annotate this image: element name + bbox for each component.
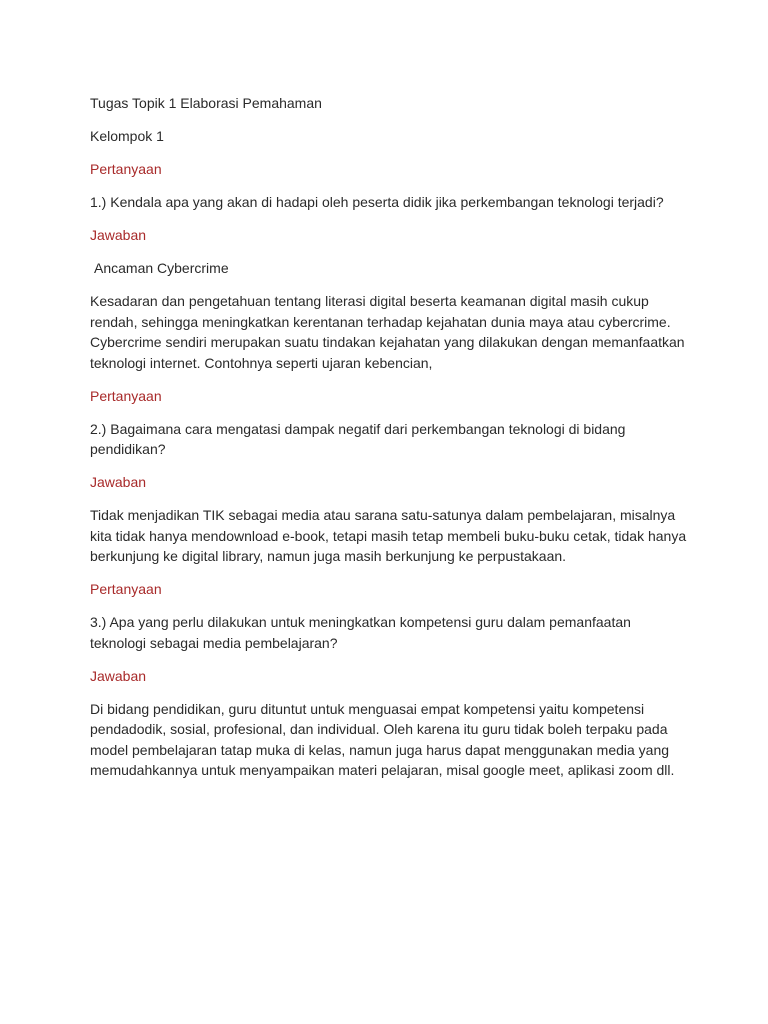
answer-heading: Ancaman Cybercrime [94,260,229,276]
document-title: Tugas Topik 1 Elaborasi Pemahaman [90,95,322,111]
group-name: Kelompok 1 [90,128,164,144]
question-text: 1.) Kendala apa yang akan di hadapi oleh peserta didik jika perkembangan teknologi terjadi? [90,194,664,210]
answer-text: Tidak menjadikan TIK sebagai media atau sarana satu-satunya dalam pembelajaran, misalnya kita tidak hanya mendownload e-book, tetapi masih tetap membeli buku-buku cetak, tidak hanya berkunjung ke digital library, namun juga masih berkunjung ke perpustakaan. [90,507,687,564]
question-text: 3.) Apa yang perlu dilakukan untuk meningkatkan kompetensi guru dalam pemanfaatan teknologi sebagai media pembelajaran? [90,614,631,651]
answer-text: Di bidang pendidikan, guru dituntut untuk menguasai empat kompetensi yaitu kompetensi pendadodik, sosial, profesional, dan individual. Oleh karena itu guru tidak boleh terpaku pada model pembelajaran tatap muka di kelas, namun juga harus dapat menggunakan media yang memudahkannya untuk menyampaikan materi pelajaran, misal google meet, aplikasi zoom dll. [90,700,675,778]
answer-label: Jawaban [90,474,147,490]
document-page [90,93,690,793]
question-label: Pertanyaan [90,161,162,177]
question-text: 2.) Bagaimana cara mengatasi dampak negatif dari perkembangan teknologi di bidang pendidikan? [90,420,626,457]
answer-text: Kesadaran dan pengetahuan tentang literasi digital beserta keamanan digital masih cukup rendah, sehingga meningkatkan kerentanan terhadap kejahatan dunia maya atau cybercrime. Cybercrime sendiri merupakan suatu tindakan kejahatan yang dilakukan dengan memanfaatkan teknologi internet. Contohnya seperti ujaran kebencian, [90,293,685,371]
question-label: Pertanyaan [90,581,162,597]
answer-label: Jawaban [90,667,147,684]
answer-label: Jawaban [90,227,147,243]
question-label: Pertanyaan [90,387,162,404]
